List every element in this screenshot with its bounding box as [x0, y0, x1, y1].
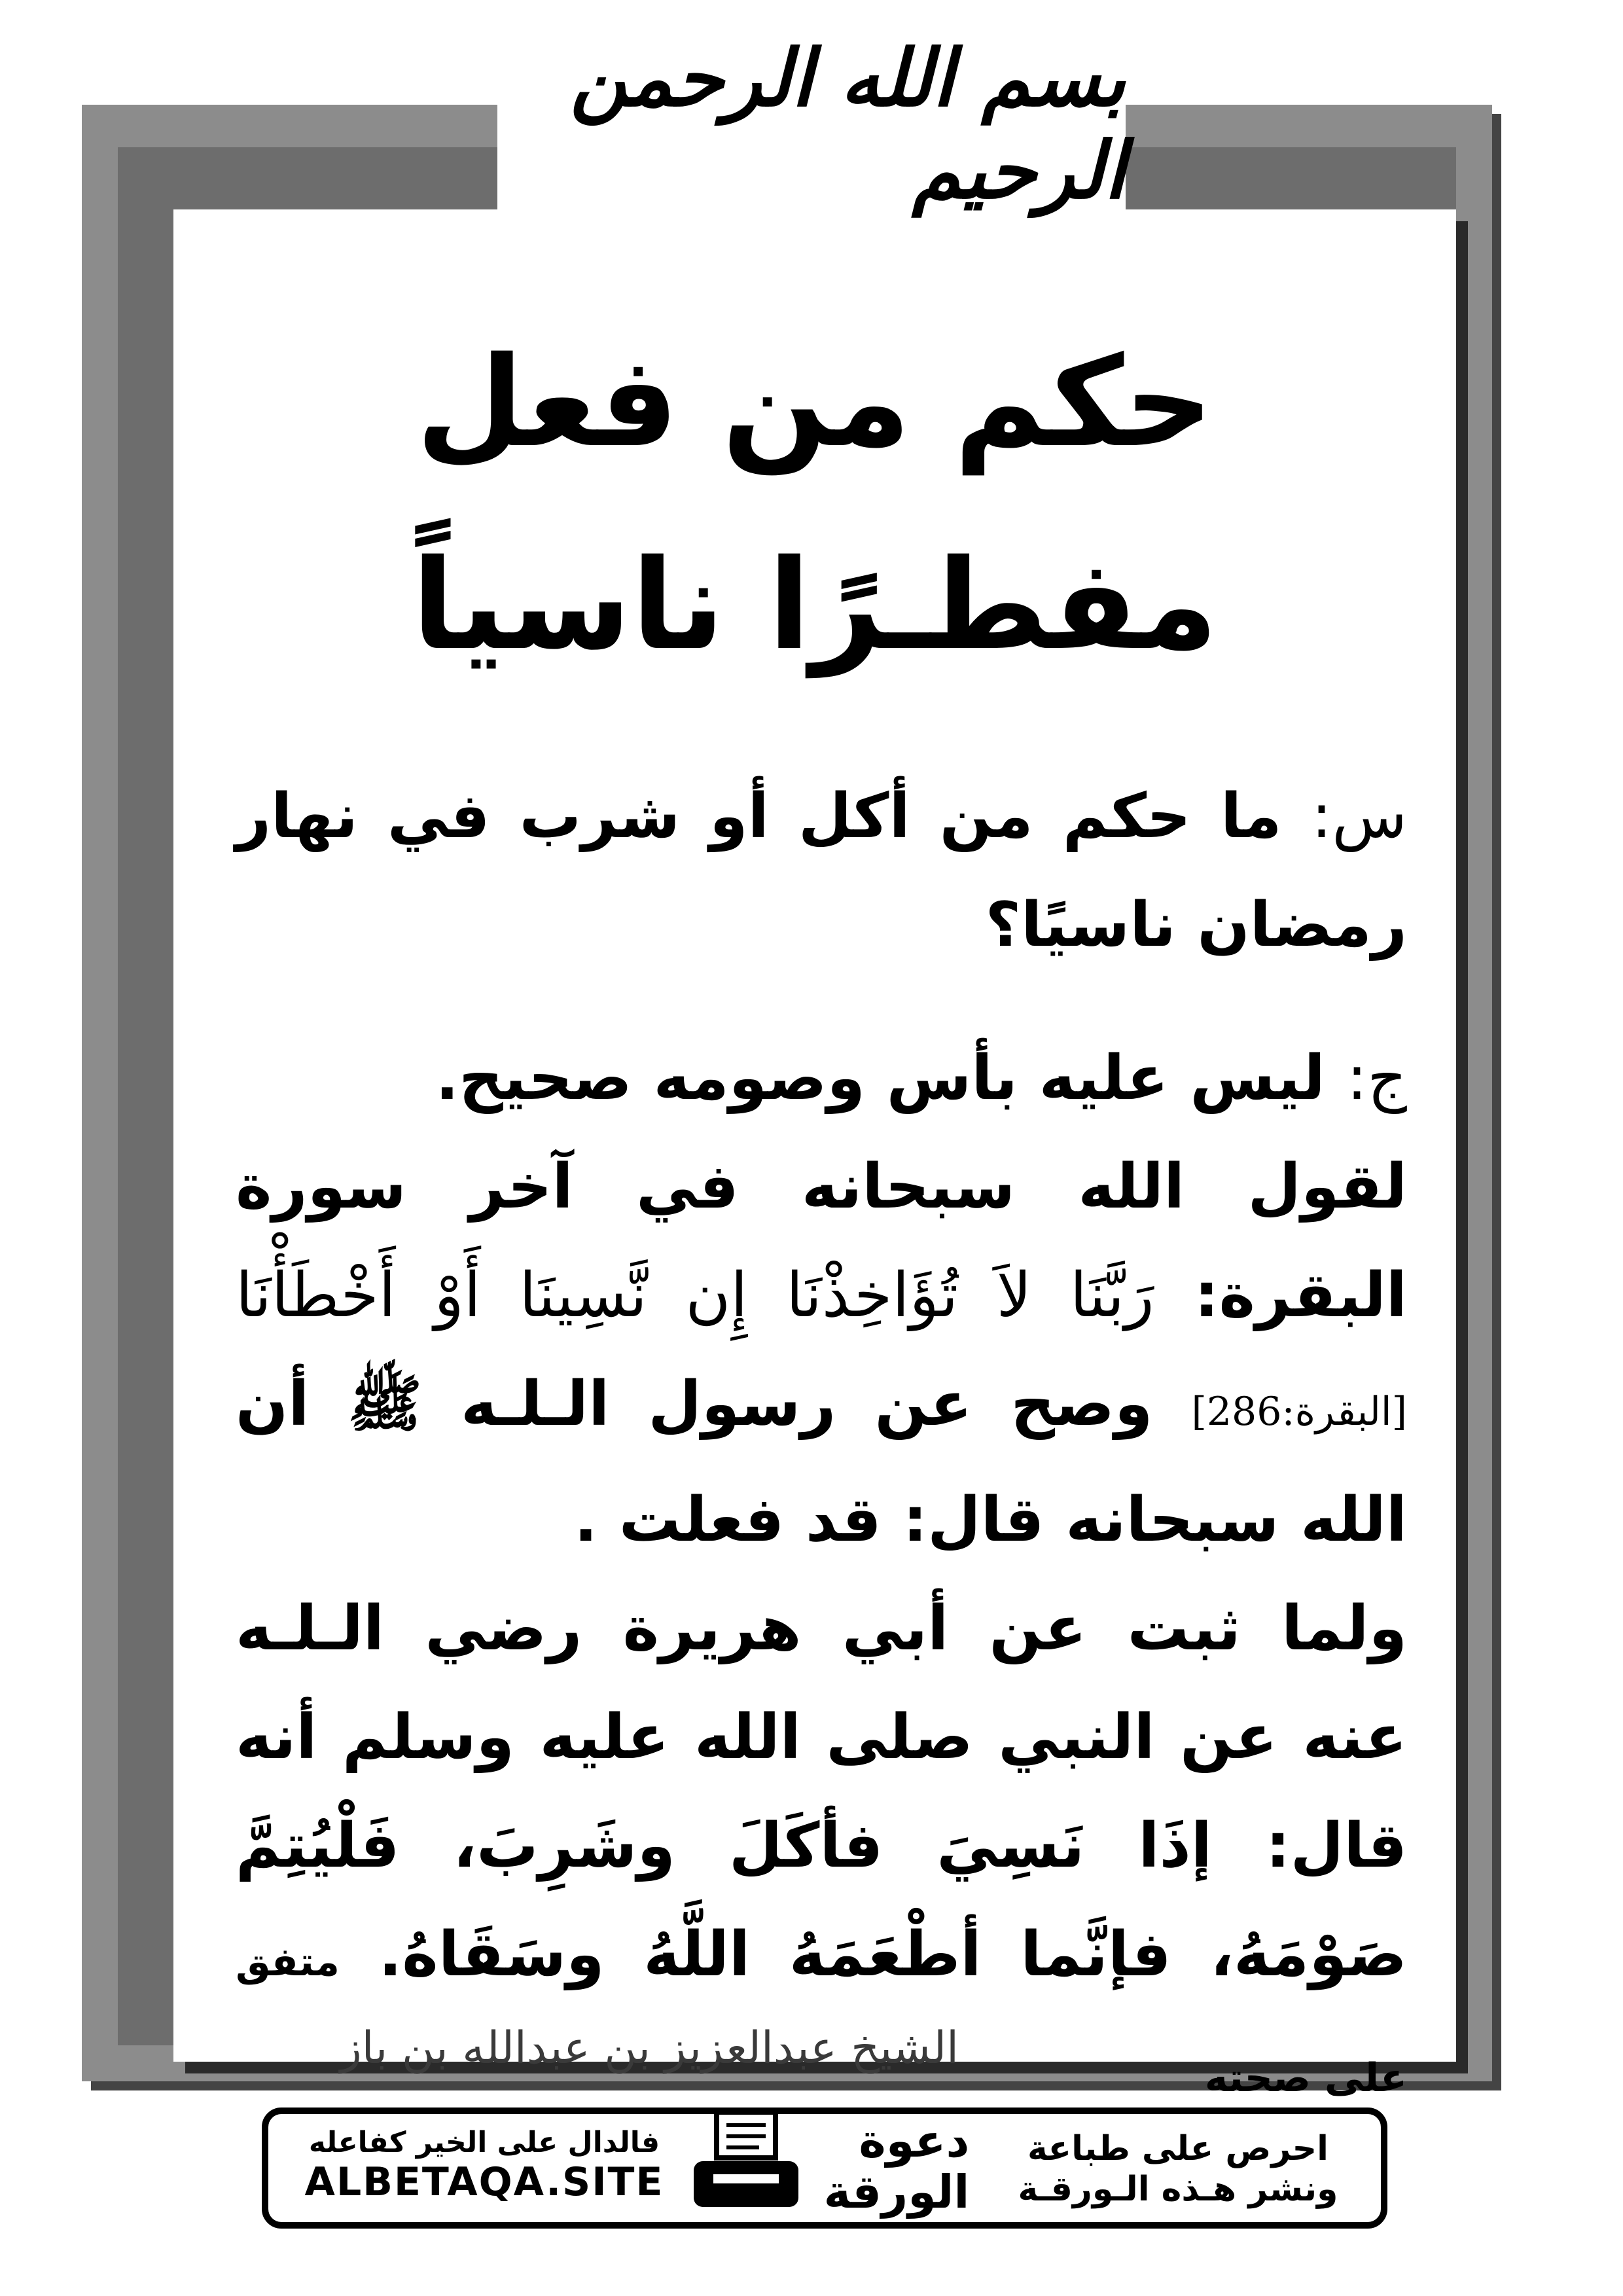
- footer-print-note: [995, 2128, 1361, 2210]
- footer-motto: فالدال على الخير كفاعله: [308, 2126, 660, 2159]
- logo-text: دعوة الورقة: [823, 2114, 970, 2219]
- answer-para-2: [236, 1133, 1407, 1575]
- answer-label: ج:: [1346, 1043, 1407, 1114]
- answer-text-2: وصح عن رسول الـلـه ﷺ أن الله سبحانه قال: قد فعلت .: [236, 1369, 1407, 1556]
- answer-block: [236, 1024, 1407, 2132]
- basmala-header: [497, 26, 1126, 223]
- page-title-line2: مفطـرًا ناسياً: [411, 533, 1219, 677]
- footer-note-line2: ونشر هـذه الـورقـة: [1018, 2170, 1338, 2209]
- page-title-line1: حكم من فعل: [416, 330, 1214, 475]
- footer-note-line1: احرص على طباعة: [1027, 2129, 1329, 2168]
- answer-text-1: ليس عليه بأس وصومه صحيح.: [435, 1043, 1325, 1114]
- website-link[interactable]: ALBETAQA.SITE: [304, 2159, 664, 2205]
- hadith-grade: متفق على صحته: [236, 1939, 1407, 2101]
- logo-daawa: [823, 2108, 970, 2225]
- question-text: ما حكم من أكل أو شرب في نهار رمضان ناسيًا؟: [236, 781, 1407, 961]
- question-block: [236, 762, 1407, 980]
- hadith-text: ولما ثبت عن أبي هريرة رضي الـلـه عنه عن النبي صلى الله عليه وسلم أنه قال: إذَا نَسِيَ فأكَلَ وشَرِبَ، فَلْيُتِمَّ صَوْمَهُ، فإنَّما أطْعَمَهُ اللَّهُ وسَقَاهُ.: [236, 1593, 1407, 1990]
- basmala-text: بسم الله الرحمن الرحيم: [570, 32, 1126, 217]
- verse-reference: [البقرة:286]: [1191, 1389, 1407, 1435]
- footer-website-block: [288, 2126, 681, 2205]
- author-name: الشيخ عبدالعزيز بن عبدالله بن باز: [340, 2022, 959, 2074]
- answer-para-1: [236, 1024, 1407, 1133]
- answer-intro: لقول الله سبحانه في آخر سورة البقرة:: [236, 1151, 1407, 1331]
- footer-banner: [262, 2108, 1387, 2229]
- quran-verse: رَبَّنَا لاَ تُؤَاخِذْنَا إِن نَّسِينَا أَوْ أَخْطَأْنَا: [236, 1260, 1154, 1331]
- question-label: س:: [1311, 781, 1407, 852]
- printer-icon: [687, 2109, 805, 2220]
